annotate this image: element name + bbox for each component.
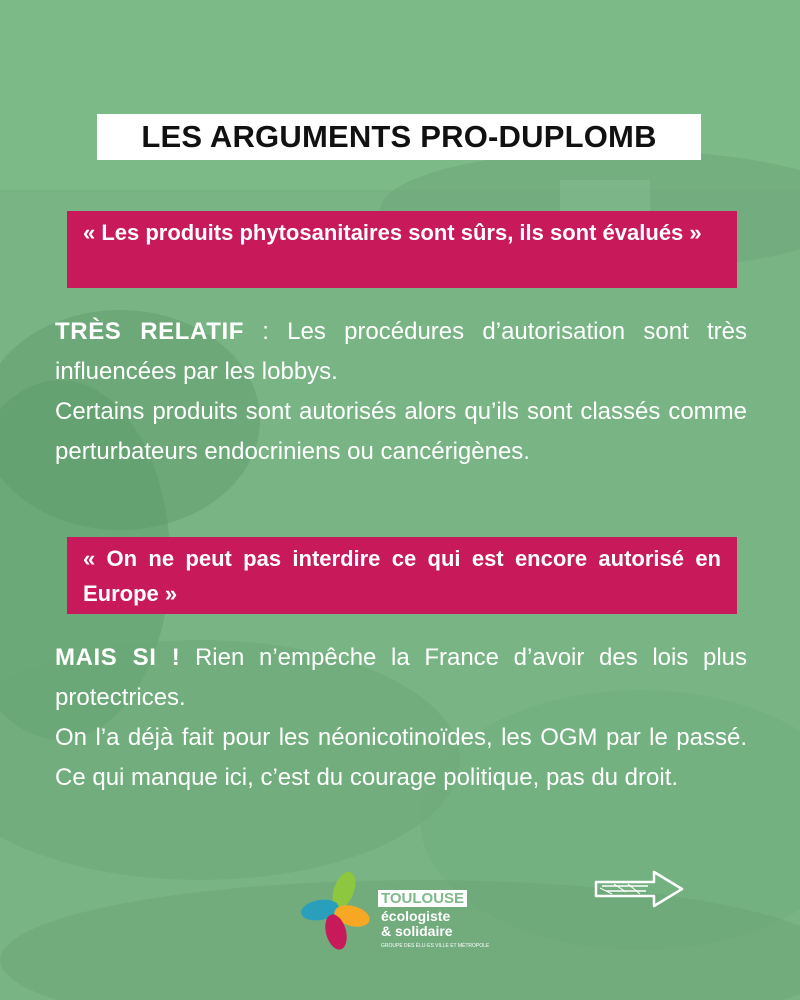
answer-lead-2: MAIS SI ! <box>55 644 181 671</box>
answer-paragraph-2b: On l’a déjà fait pour les néonicotinoïdes, les OGM par le passé. Ce qui manque ici, c’est du courage politique, pas du droit. <box>55 724 747 791</box>
answer-text-1: : Les procédures d’autorisation sont très influencées par les lobbys. <box>55 318 747 385</box>
quote-text-1: « Les produits phytosanitaires sont sûrs, ils sont évalués » <box>83 220 702 245</box>
answer-paragraph-1b: Certains produits sont autorisés alors qu’ils sont classés comme perturbateurs endocriniens ou cancérigènes. <box>55 398 747 465</box>
logo-flower-icon <box>300 870 370 952</box>
brand-line-1: TOULOUSE <box>378 890 467 907</box>
page-title: LES ARGUMENTS PRO-DUPLOMB <box>141 119 657 154</box>
quote-banner-1 <box>67 211 737 288</box>
answer-paragraph-1 <box>55 312 747 392</box>
answer-block-2 <box>55 638 747 798</box>
brand-line-3: & solidaire <box>381 923 453 939</box>
title-banner <box>97 114 701 160</box>
answer-block-1 <box>55 312 747 472</box>
next-arrow-icon[interactable] <box>592 868 686 910</box>
answer-lead-1: TRÈS RELATIF <box>55 318 244 345</box>
answer-text-2: Rien n’empêche la France d’avoir des lois plus protectrices. <box>55 644 748 711</box>
brand-subtitle: GROUPE DES ÉLU·ES VILLE ET MÉTROPOLE <box>381 943 490 949</box>
answer-paragraph-2 <box>55 638 747 718</box>
quote-text-2: « On ne peut pas interdire ce qui est encore autorisé en Europe » <box>83 546 721 606</box>
quote-banner-2 <box>67 537 737 614</box>
brand-line-2: écologiste <box>381 908 451 924</box>
